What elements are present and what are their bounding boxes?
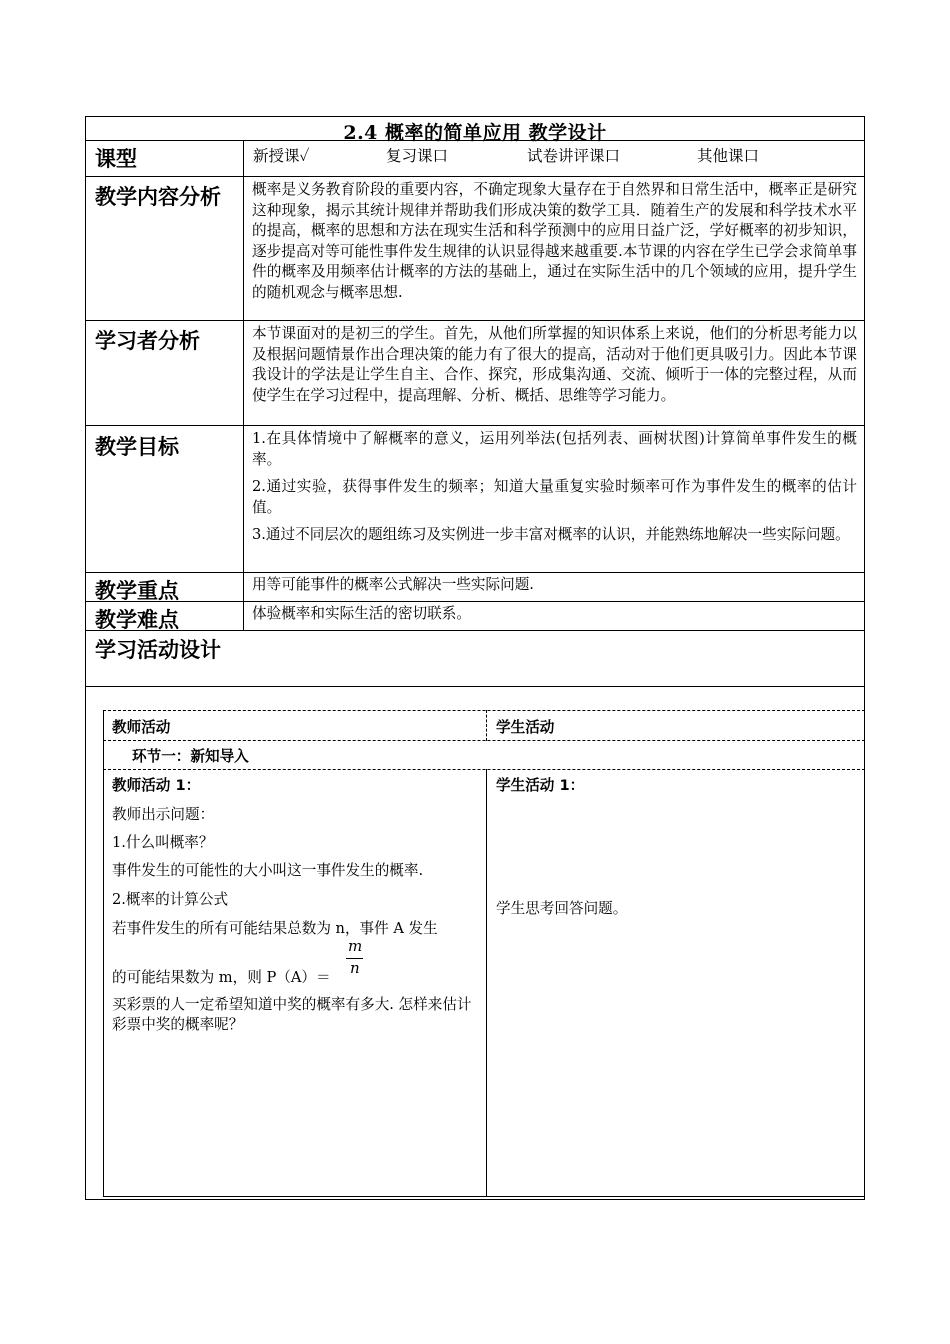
activity-table-right — [864, 710, 865, 770]
teacher-line: 教师出示问题： — [112, 806, 215, 823]
teacher-line: 若事件发生的所有可能结果总数为 n，事件 A 发生 — [112, 920, 438, 937]
teacher-line: 2.概率的计算公式 — [112, 891, 229, 908]
teacher-activity-title: 教师活动 1： — [112, 777, 201, 794]
lesson-type-option: 新授课✓ — [253, 147, 310, 165]
outer-right-border — [864, 116, 865, 1200]
row-divider — [85, 630, 865, 631]
row-divider — [85, 320, 865, 321]
document-title: 2.4 概率的简单应用 教学设计 — [343, 122, 607, 144]
activity-design-label: 学习活动设计 — [95, 638, 221, 662]
content-analysis-text: 概率是义务教育阶段的重要内容，不确定现象大量存在于自然界和日常生活中，概率正是研究这种现象，揭示其统计规律并帮助我们形成决策的数学工具．随着生产的发展和科学技术水平的提高，概率的思想和方法在现实生活和科学预测中的应用日益广泛，学好概率的初步知识，逐步提高对等可能性事件发生规律的认识显得越来越重要.本节课的内容在学生已学会求简单事件的概率及用频率估计概率的方法的基础上，通过在实际生活中的几个领域的应用，提升学生的随机观念与概率思想. — [252, 181, 857, 301]
student-activity-header: 学生活动 — [496, 719, 555, 736]
activity-table-middle — [486, 710, 487, 741]
lesson-type-option: 试卷讲评课口 — [527, 147, 621, 165]
activity-table-left — [103, 710, 104, 1197]
activity-table-bottom — [103, 1196, 865, 1197]
teacher-line: 买彩票的人一定希望知道中奖的概率有多大. 怎样来估计彩票中奖的概率呢？ — [112, 996, 472, 1033]
student-activity-title: 学生活动 1： — [496, 777, 585, 794]
row-divider — [85, 425, 865, 426]
activity-table-middle — [486, 769, 487, 1197]
key-point-text: 用等可能事件的概率公式解决一些实际问题. — [252, 576, 534, 593]
activity-table-divider — [103, 769, 865, 770]
teacher-line: 1.什么叫概率？ — [112, 834, 214, 851]
outer-left-border — [85, 116, 86, 1200]
learner-analysis-text: 本节课面对的是初三的学生。首先，从他们所掌握的知识体系上来说，他们的分析思考能力以及根据问题情景作出合理决策的能力有了很大的提高，活动对于他们更具吸引力。因此本节课我设计的学法是让学生自主、合作、探究，形成集沟通、交流、倾听于一体的完整过程，从而使学生在学习过程中，提高理解、分析、概括、思维等学习能力。 — [252, 325, 857, 404]
row-divider — [85, 572, 865, 573]
lesson-type-option: 其他课口 — [697, 147, 760, 165]
difficult-point-label: 教学难点 — [95, 608, 179, 632]
fraction-denominator: n — [350, 959, 360, 977]
lesson-type-label: 课型 — [95, 147, 137, 171]
activity-table-top — [103, 710, 865, 711]
difficult-point-text: 体验概率和实际生活的密切联系。 — [252, 605, 471, 622]
learner-analysis-label: 学习者分析 — [95, 329, 200, 353]
teaching-goal-item: 3.通过不同层次的题组练习及实例进一步丰富对概率的认识，并能熟练地解决一些实际问题。 — [252, 526, 850, 543]
section-title: 环节一：新知导入 — [132, 748, 249, 765]
content-analysis-label: 教学内容分析 — [95, 185, 221, 209]
row-divider — [85, 601, 865, 602]
teacher-activity-header: 教师活动 — [112, 719, 171, 736]
lesson-type-option: 复习课口 — [386, 147, 449, 165]
teaching-goals-label: 教学目标 — [95, 435, 179, 459]
outer-bottom-border — [85, 1199, 865, 1200]
teacher-line: 事件发生的可能性的大小叫这一事件发生的概率. — [112, 862, 424, 879]
teacher-line: 的可能结果数为 m，则 P（A）＝ — [112, 969, 331, 986]
key-point-label: 教学重点 — [95, 579, 179, 603]
student-activity-text: 学生思考回答问题。 — [496, 900, 628, 917]
fraction-numerator: m — [348, 937, 363, 955]
activity-table-divider — [103, 740, 865, 741]
column-divider — [243, 140, 244, 631]
row-divider — [85, 686, 865, 687]
row-divider — [85, 176, 865, 177]
teaching-goal-item: 2.通过实验，获得事件发生的频率；知道大量重复实验时频率可作为事件发生的概率的估计值。 — [252, 478, 857, 516]
teaching-goal-item: 1.在具体情境中了解概率的意义，运用列举法(包括列表、画树状图)计算简单事件发生的概率。 — [252, 430, 857, 468]
